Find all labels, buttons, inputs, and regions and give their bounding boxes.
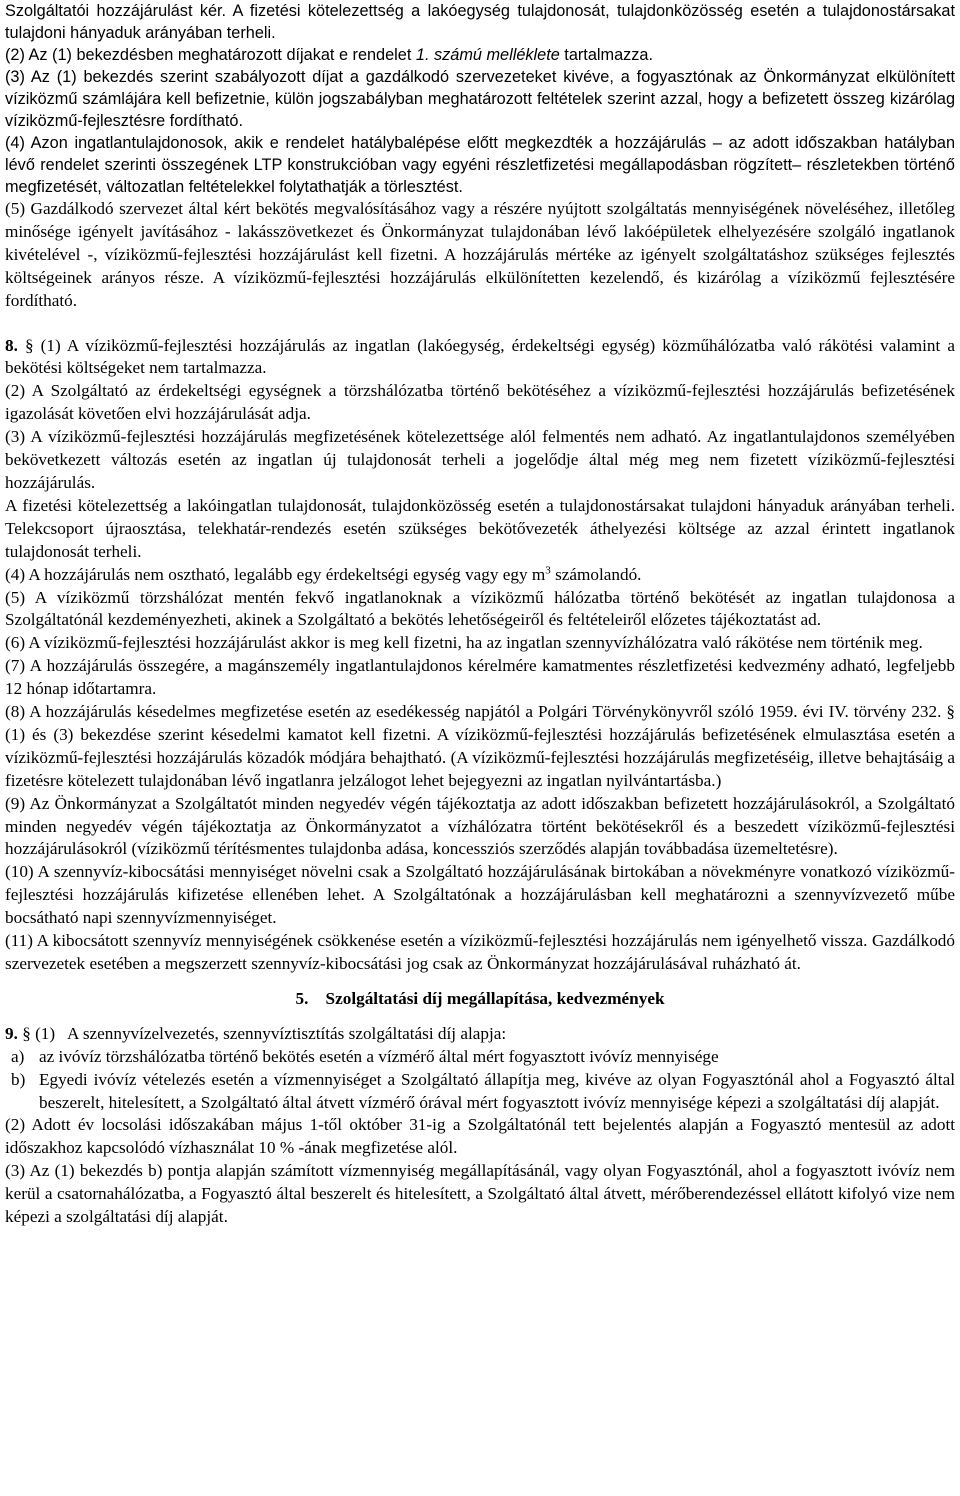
spacer [5,976,955,988]
text-run: tartalmazza. [559,46,653,64]
paragraph-8-6: (6) A víziközmű-fejlesztési hozzájárulást akkor is meg kell fizetni, ha az ingatlan szennyvízhálózatra való rákötése nem történik meg. [5,633,923,653]
paragraph-8-1 [5,335,955,381]
section-heading: 5. Szolgáltatási díj megállapítása, kedvezmények [295,988,665,1008]
text-run: § (1) A szennyvízelvezetés, szennyvíztisztítás szolgáltatási díj alapja: [17,1023,507,1043]
paragraph-8-5: (5) A víziközmű törzshálózat mentén fekvő ingatlanoknak a víziközmű hálózatba történő bekötését az ingatlan tulajdonosa a Szolgáltatónál kezdeményezheti, akinek a Szolgáltató a bekötés lehetőségeiről és feltételeiről előzetes tájékoztatást ad. [5,587,955,630]
paragraph-7-2 [5,44,955,66]
spacer [5,313,955,335]
paragraph-8-3: (3) A víziközmű-fejlesztési hozzájárulás megfizetésének kötelezettsége alól felmentés nem adható. Az ingatlantulajdonos személyében bekövetkezett változás esetén az ingatlan új tulajdonosát terheli a jogelődje által még meg nem fizetett víziközmű-fejlesztési hozzájárulás. [5,427,955,492]
paragraph-intro: Szolgáltatói hozzájárulást kér. A fizetési kötelezettség a lakóegység tulajdonosát, tulajdonközösség esetén a tulajdonostársakat tulajdoni hányaduk arányában terheli. [5,2,955,42]
paragraph-8-3b: A fizetési kötelezettség a lakóingatlan tulajdonosát, tulajdonközösség esetén a tulajdonostársakat tulajdoni hányaduk arányában terheli. Telekcsoport újraosztása, telekhatár-rendezés esetén szükséges bekötővezeték áthelyezési költsége az azzal érintett ingatlanok tulajdonosát terheli. [5,495,955,561]
section-7-cont [5,198,955,313]
list-text: az ivóvíz törzshálózatba történő bekötés esetén a vízmérő által mért fogyasztott ivóvíz mennyisége [39,1046,719,1066]
text-run: (2) Az (1) bekezdésben meghatározott díjakat e rendelet [5,46,416,64]
paragraph-9-3: (3) Az (1) bekezdés b) pontja alapján számított vízmennyiség megállapításánál, vagy olyan Fogyasztónál, ahol a fogyasztott ivóvíz nem kerül a csatornahálózatba, a Fogyasztó által beszerelt és hitelesített, a Szolgáltató által átvett, mérőberendezéssel ellátott kifolyó vize nem képezi a szolgáltatási díj alapját. [5,1161,955,1227]
paragraph-8-11: (11) A kibocsátott szennyvíz mennyiségének csökkenése esetén a víziközmű-fejlesztési hozzájárulás nem igényelhető vissza. Gazdálkodó szervezetek esetében a megszerzett szennyvíz-kibocsátási jog csak az Önkormányzat hozzájárulásával ruházható át. [5,931,955,973]
paragraph-8-9: (9) Az Önkormányzat a Szolgáltatót minden negyedév végén tájékoztatja az adott időszakban befizetett hozzájárulásokról, a Szolgáltató minden negyedév végén tájékoztatja az Önkormányzatot a vízhálózatra történt bekötésekről és a beszedett víziközmű-fejlesztési hozzájárulásokról (víziközmű térítésmentes tulajdonba adása, koncessziós szerződés alapján továbbadása üzemeltetésre). [5,793,955,859]
paragraph-8-4 [5,564,955,587]
section-9 [5,1023,955,1229]
superscript: 3 [545,563,551,576]
italic-reference: 1. számú melléklete [415,46,560,64]
paragraph-7-4: (4) Azon ingatlantulajdonosok, akik e rendelet hatálybalépése előtt megkezdték a hozzájárulás – az adott időszakban hatályban lévő rendelet szerinti összegének LTP konstrukcióban vagy egyéni részletfizetési megállapodásban rögzített– részletekben történő megfizetését, változatlan feltételekkel folytathatják a törlesztést. [5,134,955,196]
paragraph-9-2: (2) Adott év locsolási időszakában május 1-től október 31-ig a Szolgáltatónál tett bejelentés alapján a Fogyasztó mentesül az adott időszakhoz kapcsolódó vízhasználat 10 % -ának megfizetése alól. [5,1115,955,1158]
paragraph-7-3: (3) Az (1) bekezdés szerint szabályozott díjat a gazdálkodó szervezeteket kivéve, a fogyasztónak az Önkormányzat elkülönített víziközmű számlájára kell befizetnie, külön jogszabályban meghatározott feltételek szerint azzal, hogy a befizetett összeg kizárólag víziközmű-fejlesztésre fordítható. [5,68,955,130]
paragraph-7-5: (5) Gazdálkodó szervezet által kért bekötés megvalósításához vagy a részére nyújtott szolgáltatás mennyiségének növeléséhez, illetőleg minősége igényelt javításához - lakásszövetkezet és Önkormányzat tulajdonában lévő lakóépületek elhelyezésére szolgáló ingatlanok kivételével -, víziközmű-fejlesztési hozzájárulást kell fizetni. A hozzájárulás mértéke az igényelt szolgáltatáshoz szükséges fejlesztés költségeinek arányos része. A víziközmű-fejlesztési hozzájárulás elkülönítetten kezelendő, és kizárólag a víziközmű fejlesztésére fordítható. [5,199,955,310]
section-8 [5,335,955,976]
paragraph-8-7: (7) A hozzájárulás összegére, a magánszemély ingatlantulajdonos kérelmére kamatmentes részletfizetési kedvezmény adható, legfeljebb 12 hónap időtartamra. [5,656,955,699]
intro-block [5,0,955,198]
list-label: b) [11,1069,26,1089]
text-run: számolandó. [550,564,642,584]
list-label: a) [11,1046,25,1066]
list-item-a [5,1046,955,1069]
text-run: § (1) A víziközmű-fejlesztési hozzájárulás az ingatlan (lakóegység, érdekeltségi egység) közműhálózatba való rákötési valamint a bekötési költségeket nem tartalmazza. [5,335,955,378]
section-number: 9. [5,1023,18,1043]
list-item-b [5,1069,955,1115]
spacer [5,1011,955,1023]
paragraph-8-8: (8) A hozzájárulás késedelmes megfizetése esetén az esedékesség napjától a Polgári Törvénykönyvről szóló 1959. évi IV. törvény 232. § (1) és (3) bekezdése szerint késedelmi kamatot kell fizetni. A víziközmű-fejlesztési hozzájárulás befizetésének elmulasztása esetén a víziközmű-fejlesztési hozzájárulás közadók módjára behajtható. (A víziközmű-fejlesztési hozzájárulás megfizetéséig, illetve behajtásáig a fizetésre kötelezett tulajdonában lévő ingatlanra jelzálogot lehet bejegyezni az ingatlan nyilvántartásba.) [5,702,955,790]
list-text: Egyedi ivóvíz vételezés esetén a vízmennyiséget a Szolgáltató állapítja meg, kivéve az olyan Fogyasztónál ahol a Fogyasztó által beszerelt, hitelesített, a Szolgáltató által átvett vízmérő órával mért fogyasztott ivóvíz mennyisége képezi a szolgáltatási díj alapját. [39,1069,955,1112]
paragraph-9-1 [5,1023,955,1046]
section-number: 8. [5,335,18,355]
paragraph-8-10: (10) A szennyvíz-kibocsátási mennyiséget növelni csak a Szolgáltató hozzájárulásának birtokában a növekményre vonatkozó víziközmű-fejlesztési hozzájárulás kifizetése ellenében lehet. A Szolgáltatónak a hozzájárulásban kell meghatározni a szennyvízvezető műbe bocsátható napi szennyvízmennyiséget. [5,862,955,928]
paragraph-8-2: (2) A Szolgáltató az érdekeltségi egységnek a törzshálózatba történő bekötéséhez a víziközmű-fejlesztési hozzájárulás befizetésének igazolását követően elvi hozzájárulását adja. [5,381,955,424]
text-run: (4) A hozzájárulás nem osztható, legalább egy érdekeltségi egység vagy egy m [5,564,546,584]
